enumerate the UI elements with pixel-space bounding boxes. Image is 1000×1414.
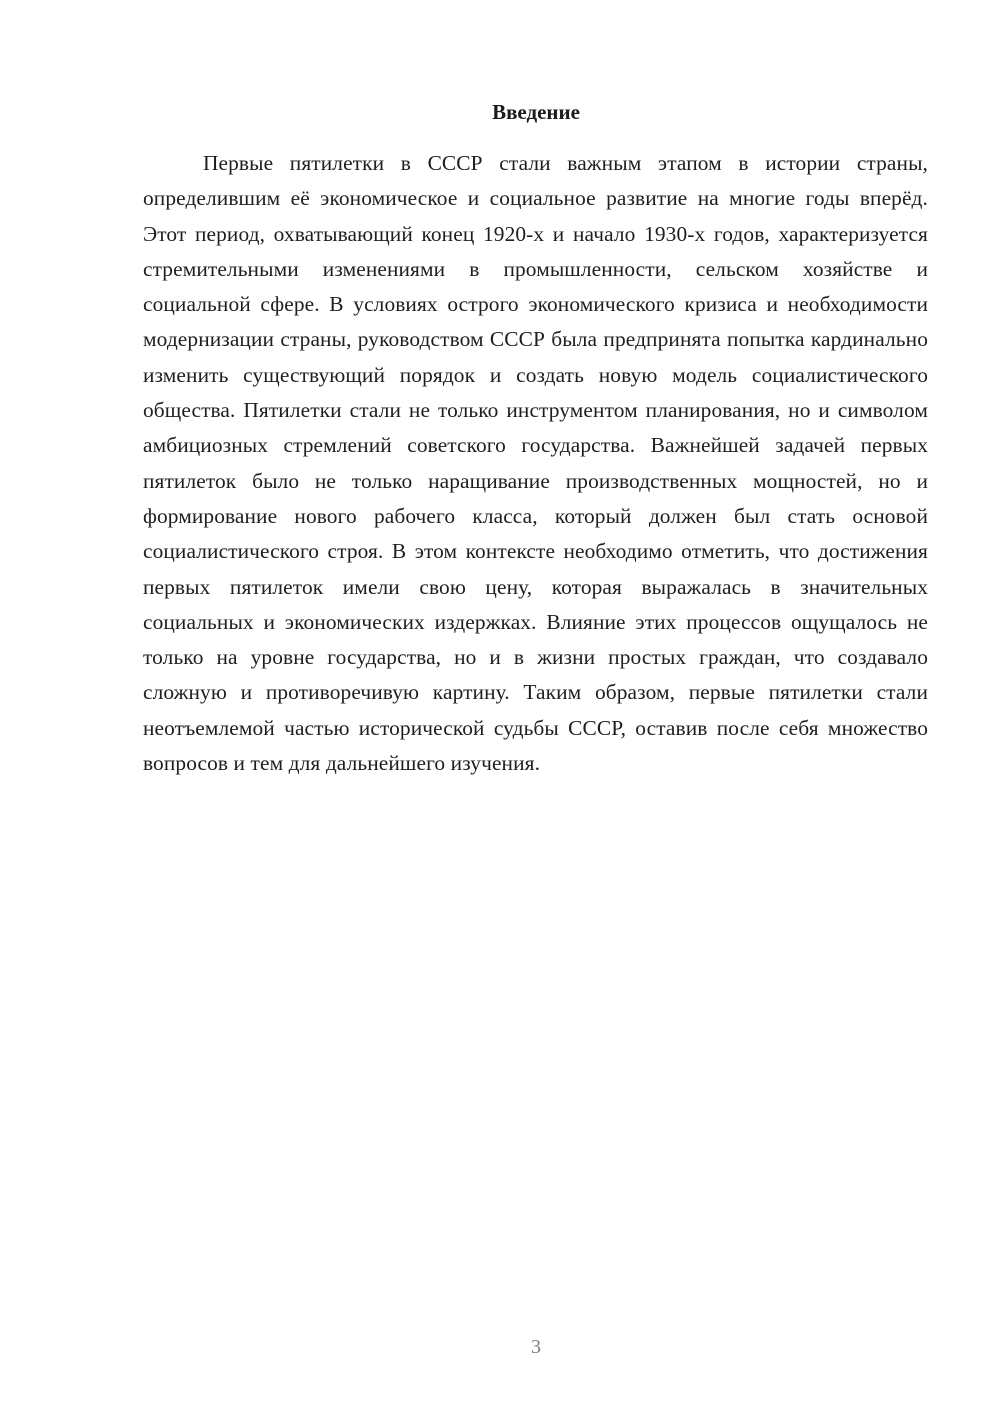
body-paragraph: Первые пятилетки в СССР стали важным этапом в истории страны, определившим её экономическое и социальное развитие на многие годы вперёд. Этот период, охватывающий конец 1920-х и начало 1930-х годов, характеризуется стремительными изменениями в промышленности, сельском хозяйстве и социальной сфере. В условиях острого экономического кризиса и необходимости модернизации страны, руководством СССР была предпринята попытка кардинально изменить существующий порядок и создать новую модель социалистического общества. Пятилетки стали не только инструментом планирования, но и символом амбициозных стремлений советского государства. Важнейшей задачей первых пятилеток было не только наращивание производственных мощностей, но и формирование нового рабочего класса, который должен был стать основой социалистического строя. В этом контексте необходимо отметить, что достижения первых пятилеток имели свою цену, которая выражалась в значительных социальных и экономических издержках. Влияние этих процессов ощущалось не только на уровне государства, но и в жизни простых граждан, что создавало сложную и противоречивую картину. Таким образом, первые пятилетки стали неотъемлемой частью исторической судьбы СССР, оставив после себя множество вопросов и тем для дальнейшего изучения. (143, 151, 928, 776)
section-heading: Введение (492, 100, 580, 124)
page-number: 3 (531, 1336, 541, 1358)
